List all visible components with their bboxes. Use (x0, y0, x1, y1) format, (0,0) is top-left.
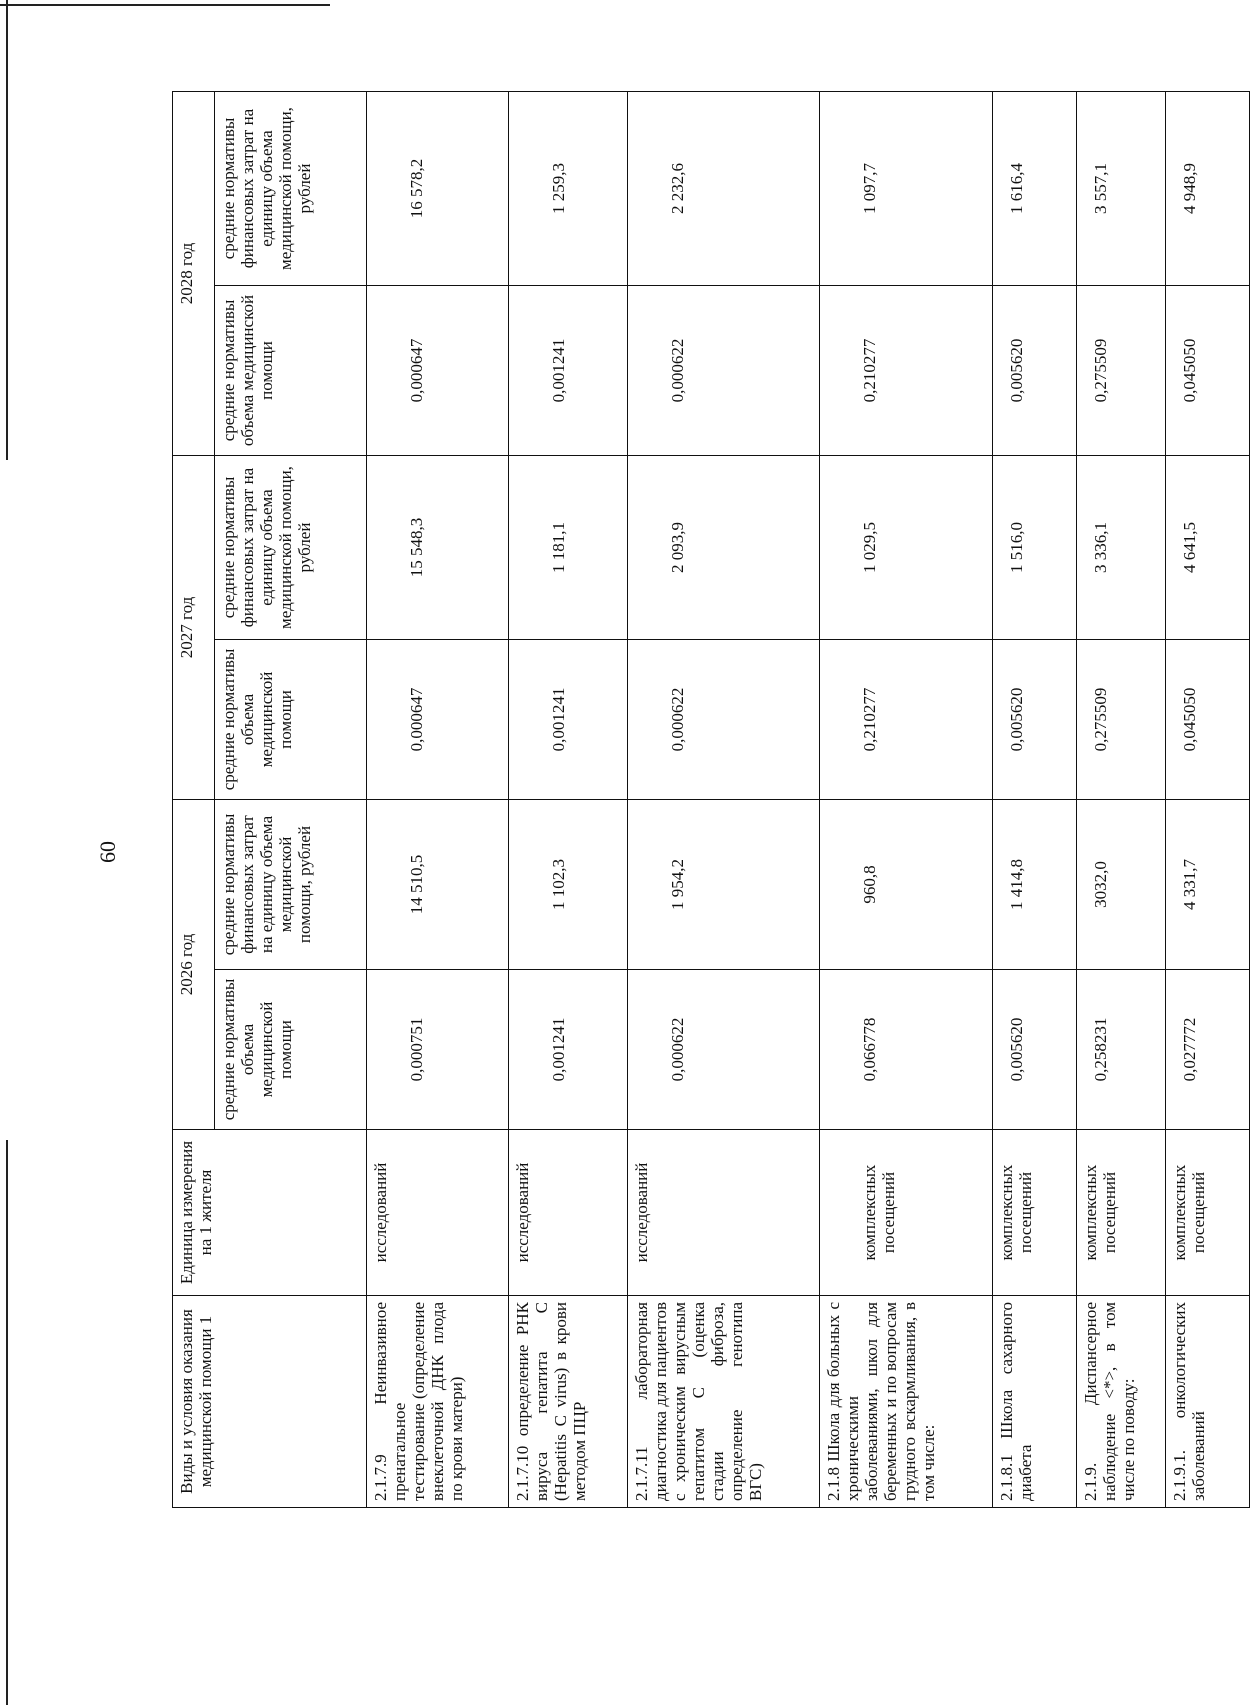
page-number: 60 (95, 841, 120, 863)
row-name: 2.1.9.1. онкологических заболеваний (1166, 1296, 1250, 1508)
header-year-2026: 2026 год (173, 800, 215, 1130)
rotated-table (172, 92, 1250, 1508)
row-volume-2026: 0,000751 (367, 970, 509, 1130)
row-volume-2026: 0,005620 (993, 970, 1077, 1130)
row-volume-2027: 0,000622 (627, 640, 819, 800)
scan-edge-top (0, 4, 330, 6)
row-cost-2027: 2 093,9 (627, 456, 819, 640)
table-row (367, 92, 509, 1508)
row-cost-2026: 14 510,5 (367, 800, 509, 970)
norms-table (172, 91, 1250, 1508)
table-row (820, 92, 993, 1508)
row-volume-2028: 0,210277 (820, 286, 993, 456)
row-volume-2026: 0,258231 (1076, 970, 1165, 1130)
row-unit: комплексных посещений (1166, 1130, 1250, 1296)
row-cost-2028: 2 232,6 (627, 92, 819, 286)
row-cost-2028: 16 578,2 (367, 92, 509, 286)
header-year-2027: 2027 год (173, 456, 215, 800)
row-name: 2.1.7.9 Неинвазивное пренатальное тестирование (определение внеклеточной ДНК плода по крови матери) (367, 1296, 509, 1508)
row-name: 2.1.9. Диспансерное наблюдение <*>, в том числе по поводу: (1076, 1296, 1165, 1508)
table-row (1166, 92, 1250, 1508)
row-volume-2026: 0,027772 (1166, 970, 1250, 1130)
row-cost-2027: 1 029,5 (820, 456, 993, 640)
row-cost-2026: 1 414,8 (993, 800, 1077, 970)
row-unit: исследований (367, 1130, 509, 1296)
rotated-table-container (172, 92, 1250, 1508)
row-cost-2026: 4 331,7 (1166, 800, 1250, 970)
header-cost-2028: средние нормативы финансовых затрат на единицу объема медицинской помощи, рублей (215, 92, 367, 286)
row-volume-2028: 0,005620 (993, 286, 1077, 456)
row-unit: исследований (508, 1130, 627, 1296)
row-volume-2027: 0,005620 (993, 640, 1077, 800)
row-cost-2026: 1 102,3 (508, 800, 627, 970)
row-unit: комплексных посещений (820, 1130, 993, 1296)
row-volume-2026: 0,066778 (820, 970, 993, 1130)
header-unit: Единица измерения на 1 жителя (173, 1130, 367, 1296)
row-unit: комплексных посещений (993, 1130, 1077, 1296)
table-row (993, 92, 1077, 1508)
row-volume-2028: 0,045050 (1166, 286, 1250, 456)
row-cost-2026: 1 954,2 (627, 800, 819, 970)
row-cost-2027: 4 641,5 (1166, 456, 1250, 640)
row-name: 2.1.8.1 Школа сахарного диабета (993, 1296, 1077, 1508)
row-volume-2027: 0,000647 (367, 640, 509, 800)
row-volume-2028: 0,000647 (367, 286, 509, 456)
header-volume-2026: средние нормативы объема медицинской помощи (215, 970, 367, 1130)
header-volume-2028: средние нормативы объема медицинской помощи (215, 286, 367, 456)
row-cost-2028: 3 557,1 (1076, 92, 1165, 286)
header-cost-2026: средние нормативы финансовых затрат на единицу объема медицинской помощи, рублей (215, 800, 367, 970)
row-cost-2026: 960,8 (820, 800, 993, 970)
table-row (508, 92, 627, 1508)
row-cost-2027: 15 548,3 (367, 456, 509, 640)
table-row (627, 92, 819, 1508)
row-cost-2028: 1 616,4 (993, 92, 1077, 286)
row-cost-2026: 3032,0 (1076, 800, 1165, 970)
header-kind: Виды и условия оказания медицинской помощи 1 (173, 1296, 367, 1508)
scan-edge-left (6, 0, 8, 460)
table-row (1076, 92, 1165, 1508)
row-volume-2026: 0,000622 (627, 970, 819, 1130)
header-volume-2027: средние нормативы объема медицинской помощи (215, 640, 367, 800)
row-volume-2027: 0,210277 (820, 640, 993, 800)
row-unit: исследований (627, 1130, 819, 1296)
header-year-2028: 2028 год (173, 92, 215, 456)
row-cost-2027: 1 516,0 (993, 456, 1077, 640)
row-volume-2028: 0,275509 (1076, 286, 1165, 456)
row-volume-2028: 0,000622 (627, 286, 819, 456)
row-cost-2027: 3 336,1 (1076, 456, 1165, 640)
row-name: 2.1.7.11 лабораторная диагностика для пациентов с хроническим вирусным гепатитом С (оценка стадии фиброза, определение генотипа ВГС) (627, 1296, 819, 1508)
row-volume-2028: 0,001241 (508, 286, 627, 456)
row-volume-2027: 0,045050 (1166, 640, 1250, 800)
row-cost-2028: 1 097,7 (820, 92, 993, 286)
row-volume-2027: 0,001241 (508, 640, 627, 800)
row-volume-2026: 0,001241 (508, 970, 627, 1130)
header-cost-2027: средние нормативы финансовых затрат на единицу объема медицинской помощи, рублей (215, 456, 367, 640)
scan-edge-left-lower (6, 1140, 8, 1705)
row-cost-2027: 1 181,1 (508, 456, 627, 640)
row-name: 2.1.7.10 определение РНК вируса гепатита С (Hepatitis C virus) в крови методом ПЦР (508, 1296, 627, 1508)
row-name: 2.1.8 Школа для больных с хроническими заболеваниями, школ для беременных и по вопросам грудного вскармливания, в том числе: (820, 1296, 993, 1508)
row-volume-2027: 0,275509 (1076, 640, 1165, 800)
row-unit: комплексных посещений (1076, 1130, 1165, 1296)
row-cost-2028: 4 948,9 (1166, 92, 1250, 286)
row-cost-2028: 1 259,3 (508, 92, 627, 286)
